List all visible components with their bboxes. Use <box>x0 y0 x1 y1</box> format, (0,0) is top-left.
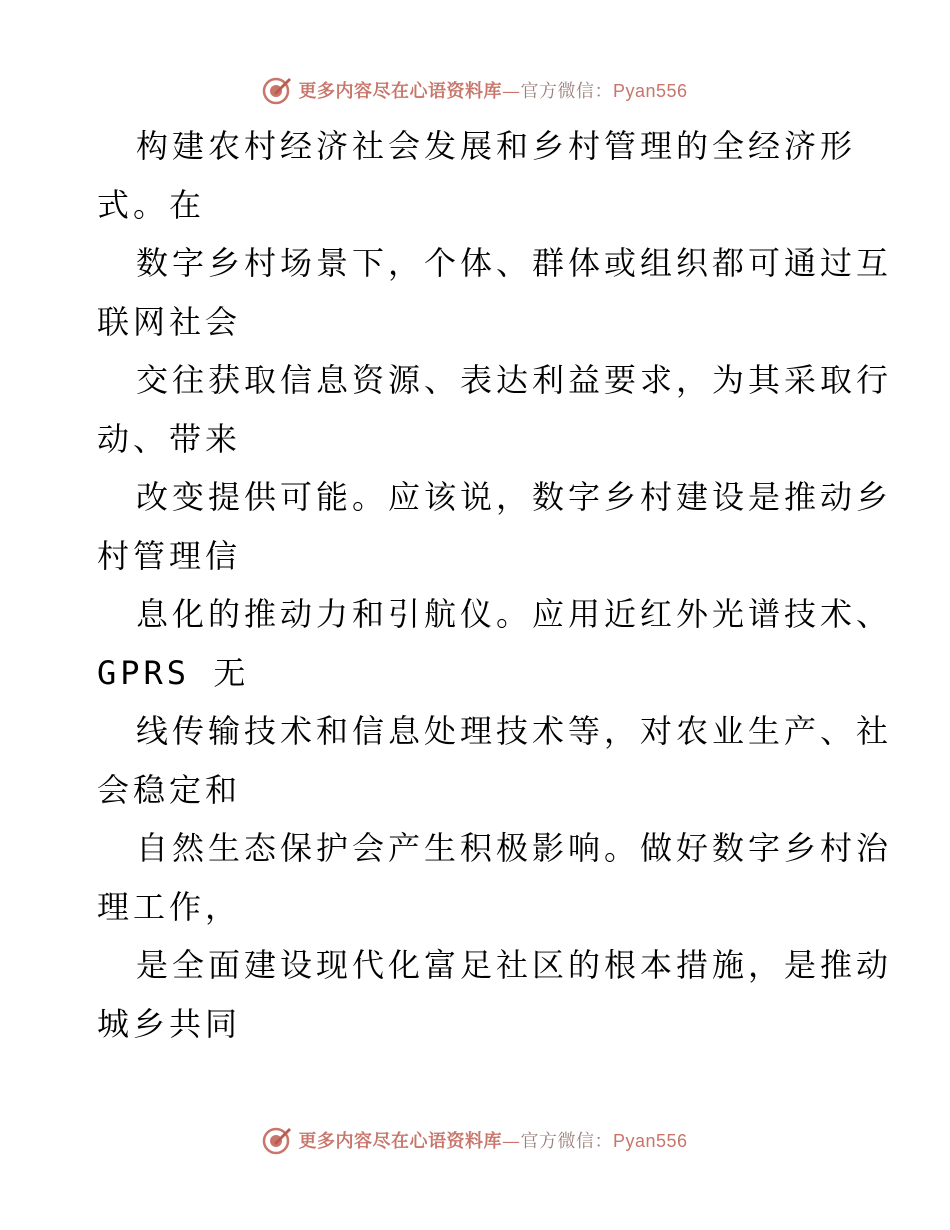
body-line: 会稳定和 <box>97 770 242 809</box>
body-line: 改变提供可能。应该说，数字乡村建设是推动乡 <box>136 478 893 516</box>
body-line: 是全面建设现代化富足社区的根本措施，是推动 <box>136 946 893 984</box>
body-line: GPRS 无 <box>97 653 250 692</box>
body-line: 构建农村经济社会发展和乡村管理的全经济形 <box>136 127 857 165</box>
footer-banner <box>0 1120 950 1160</box>
body-line: 理工作， <box>97 887 242 926</box>
footer-brand: 更多内容尽在心语资料库 <box>298 1131 502 1152</box>
body-line: 数字乡村场景下，个体、群体或组织都可通过互 <box>136 244 893 282</box>
header-wechat-label: 官方微信： <box>520 81 613 102</box>
header-banner <box>0 70 950 110</box>
footer-text <box>298 1127 687 1153</box>
body-line: 村管理信 <box>97 536 242 575</box>
body-line: 交往获取信息资源、表达利益要求，为其采取行 <box>136 361 893 399</box>
footer-dash: — <box>501 1131 521 1152</box>
body-line: 自然生态保护会产生积极影响。做好数字乡村治 <box>136 829 893 867</box>
body-line: 城乡共同 <box>97 1004 242 1043</box>
body-line: 联网社会 <box>97 302 242 341</box>
body-line: 线传输技术和信息处理技术等，对农业生产、社 <box>136 712 893 750</box>
header-text <box>298 77 687 103</box>
header-brand: 更多内容尽在心语资料库 <box>298 81 502 102</box>
header-wechat-id: Pyan556 <box>612 81 688 101</box>
body-line: 式。在 <box>97 185 206 224</box>
document-body <box>97 117 893 1053</box>
body-line: 动、带来 <box>97 419 242 458</box>
quill-seal-icon <box>262 75 292 105</box>
header-dash: — <box>501 81 521 102</box>
footer-wechat-id: Pyan556 <box>612 1131 688 1151</box>
quill-seal-icon <box>262 1125 292 1155</box>
footer-wechat-label: 官方微信： <box>520 1131 613 1152</box>
body-line: 息化的推动力和引航仪。应用近红外光谱技术、 <box>136 595 893 633</box>
